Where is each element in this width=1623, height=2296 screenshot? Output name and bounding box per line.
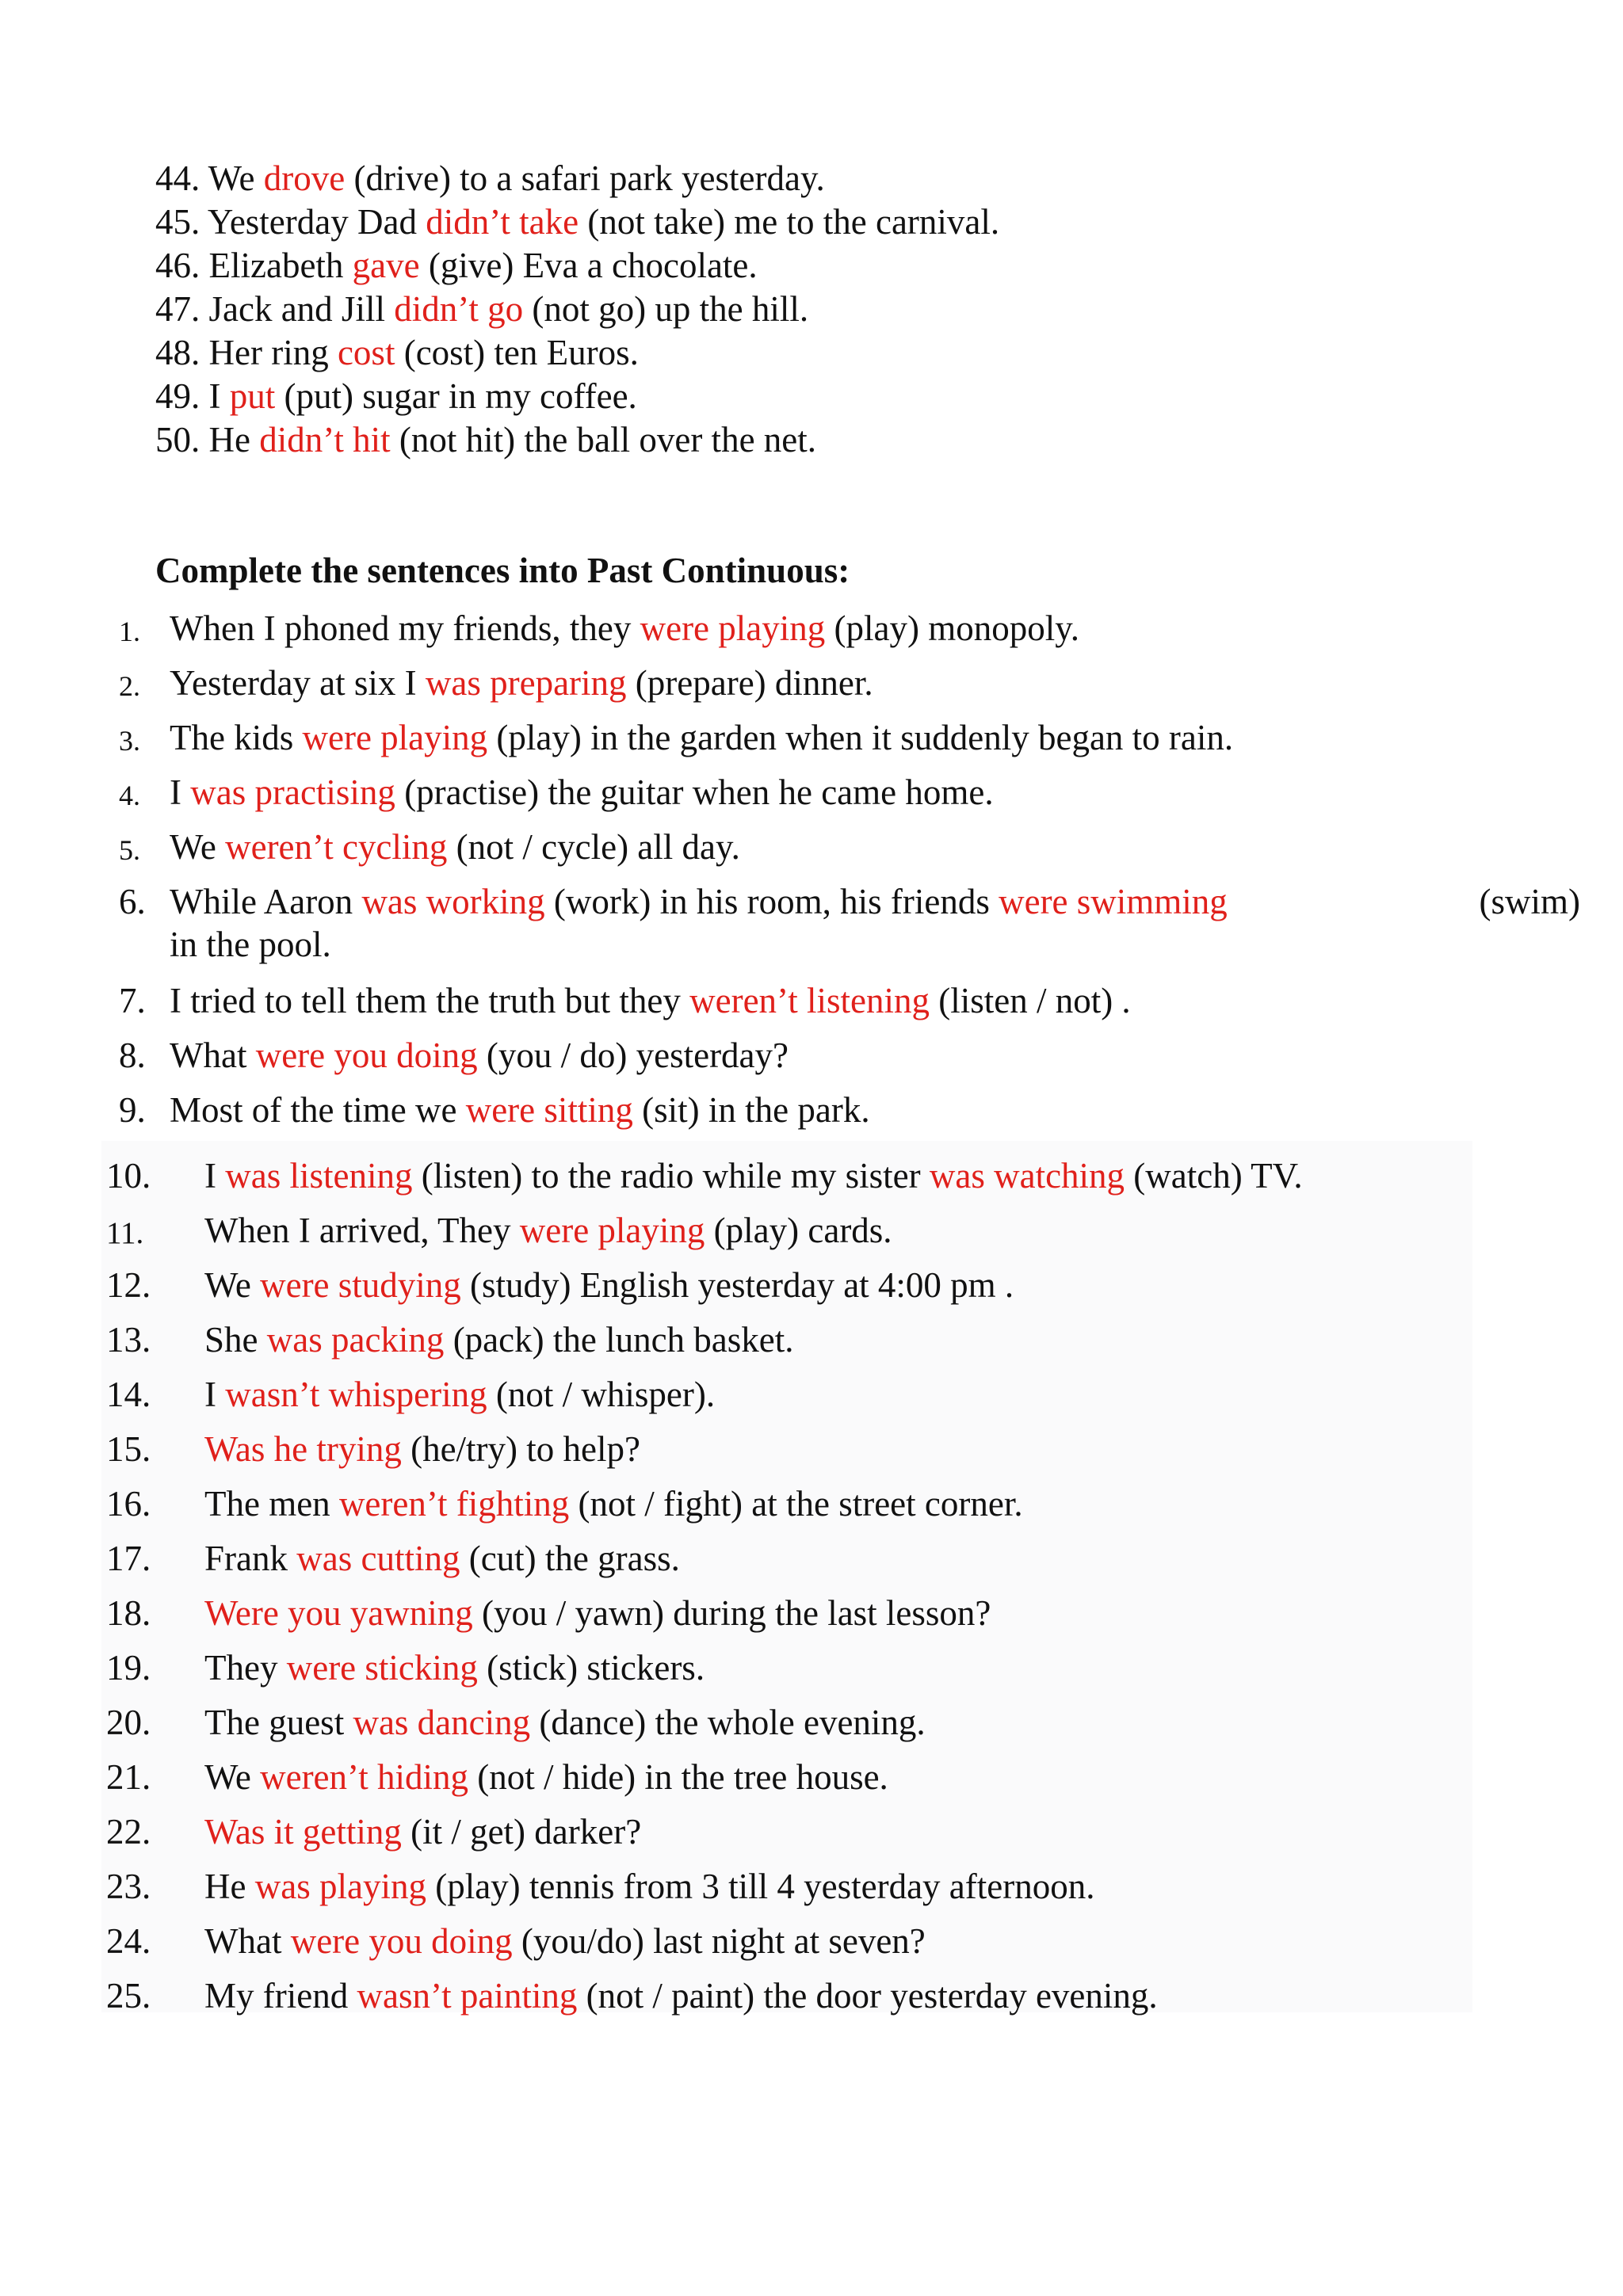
- answer: were you doing: [290, 1921, 513, 1961]
- answer: weren’t listening: [689, 981, 930, 1020]
- answer: was preparing: [425, 663, 627, 703]
- answer: were studying: [260, 1265, 461, 1305]
- list-item: 49. I put (put) sugar in my coffee.: [155, 376, 637, 416]
- answer: were playing: [302, 718, 488, 757]
- list-item: 47. Jack and Jill didn’t go (not go) up the hill.: [155, 289, 809, 329]
- answer: was packing: [266, 1320, 445, 1360]
- answer: were sticking: [286, 1648, 478, 1688]
- answer: Was it getting: [204, 1812, 402, 1852]
- section-heading: Complete the sentences into Past Continuous:: [155, 551, 850, 590]
- answer: gave: [352, 246, 420, 285]
- answer: Were you yawning: [204, 1593, 473, 1633]
- answer: weren’t fighting: [338, 1484, 570, 1524]
- answer: wasn’t whispering: [225, 1375, 487, 1414]
- answer: was watching: [929, 1156, 1125, 1196]
- answer: was dancing: [353, 1703, 531, 1742]
- answer: were you doing: [255, 1035, 478, 1075]
- answer: didn’t hit: [259, 420, 391, 460]
- answer: cost: [337, 333, 395, 372]
- list-item: 50. He didn’t hit (not hit) the ball over the net.: [155, 420, 817, 460]
- list-item: 48. Her ring cost (cost) ten Euros.: [155, 333, 639, 372]
- answer: was working: [361, 882, 545, 921]
- answer: weren’t hiding: [260, 1757, 468, 1797]
- answer: was playing: [254, 1867, 426, 1906]
- past-simple-list: [155, 157, 999, 462]
- list-item: 46. Elizabeth gave (give) Eva a chocolate.: [155, 246, 758, 285]
- list-item: 45. Yesterday Dad didn’t take (not take) me to the carnival.: [155, 202, 1000, 242]
- list-item: 44. We drove (drive) to a safari park yesterday.: [155, 158, 825, 198]
- answer: was listening: [225, 1156, 413, 1196]
- answer: Was he trying: [204, 1429, 402, 1469]
- answer: didn’t go: [394, 289, 524, 329]
- answer: put: [229, 376, 276, 416]
- answer: weren’t cycling: [225, 827, 448, 867]
- answer: were playing: [640, 608, 826, 648]
- answer: were playing: [519, 1211, 705, 1250]
- worksheet-page: 44. We drove (drive) to a safari park yesterday. 45. Yesterday Dad didn’t take (not take) me to the carnival. 46. Elizabeth gave (give) Eva a chocolate. 47. Jack and Jill didn’t go (not go) up the hill. 48. Her ring cost (cost) ten Euros. 49. I put (put) sugar in my coffee. 50. He didn’t hit (not hit) the ball over the net. Complete the sentences into Past Continuous: 1. When I phoned my friends, they were playing (play) monopoly. 2. Yesterday at six I was preparing (prepare) dinner. 3. The kids were playing (play) in the garden when it suddenly began to rain. 4. I was practising (practise) the guitar when he came home. 5. We weren’t cycling (not / cycle) all day. 6. While Aaron was working (work) in his room, his friends were swimming (swim) in the pool. 7. I tried to tell them the truth but they weren’t listening (listen / not) . 8. What were you doing (you / do) yesterday? 9. Most of the time we were sitting (sit) in the park. 10. I was listening (listen) to the radio while my sister was watching (watch) TV. 11. When I arrived, They were playing (play) cards. 12. We were studying (study) English yesterday at 4:00 pm . 13. She was packing (pack) the lunch basket. 14. I wasn’t whispering (not / whisper). 15. Was he trying (he/try) to help? 16. The men weren’t fighting (not / fight) at the street corner. 17. Frank was cutting (cut) the grass. 18. Were you yawning (you / yawn) during the last lesson? 19. They were sticking (stick) stickers. 20. The guest was dancing (dance) the whole evening. 21. We weren’t hiding (not / hide) in the tree house. 22. Was it getting (it / get) darker? 23. He was playing (play) tennis from 3 till 4 yesterday afternoon. 24. What were you doing (you/do) last night at seven? 25. My friend wasn’t painting (not / paint) the door yesterday evening.: [0, 0, 1623, 2296]
- answer: didn’t take: [426, 202, 579, 242]
- answer: was cutting: [296, 1539, 460, 1578]
- answer: were sitting: [465, 1090, 633, 1130]
- answer: was practising: [190, 772, 395, 812]
- answer: wasn’t painting: [357, 1976, 578, 2016]
- answer: were swimming: [999, 882, 1228, 921]
- answer: drove: [263, 158, 346, 198]
